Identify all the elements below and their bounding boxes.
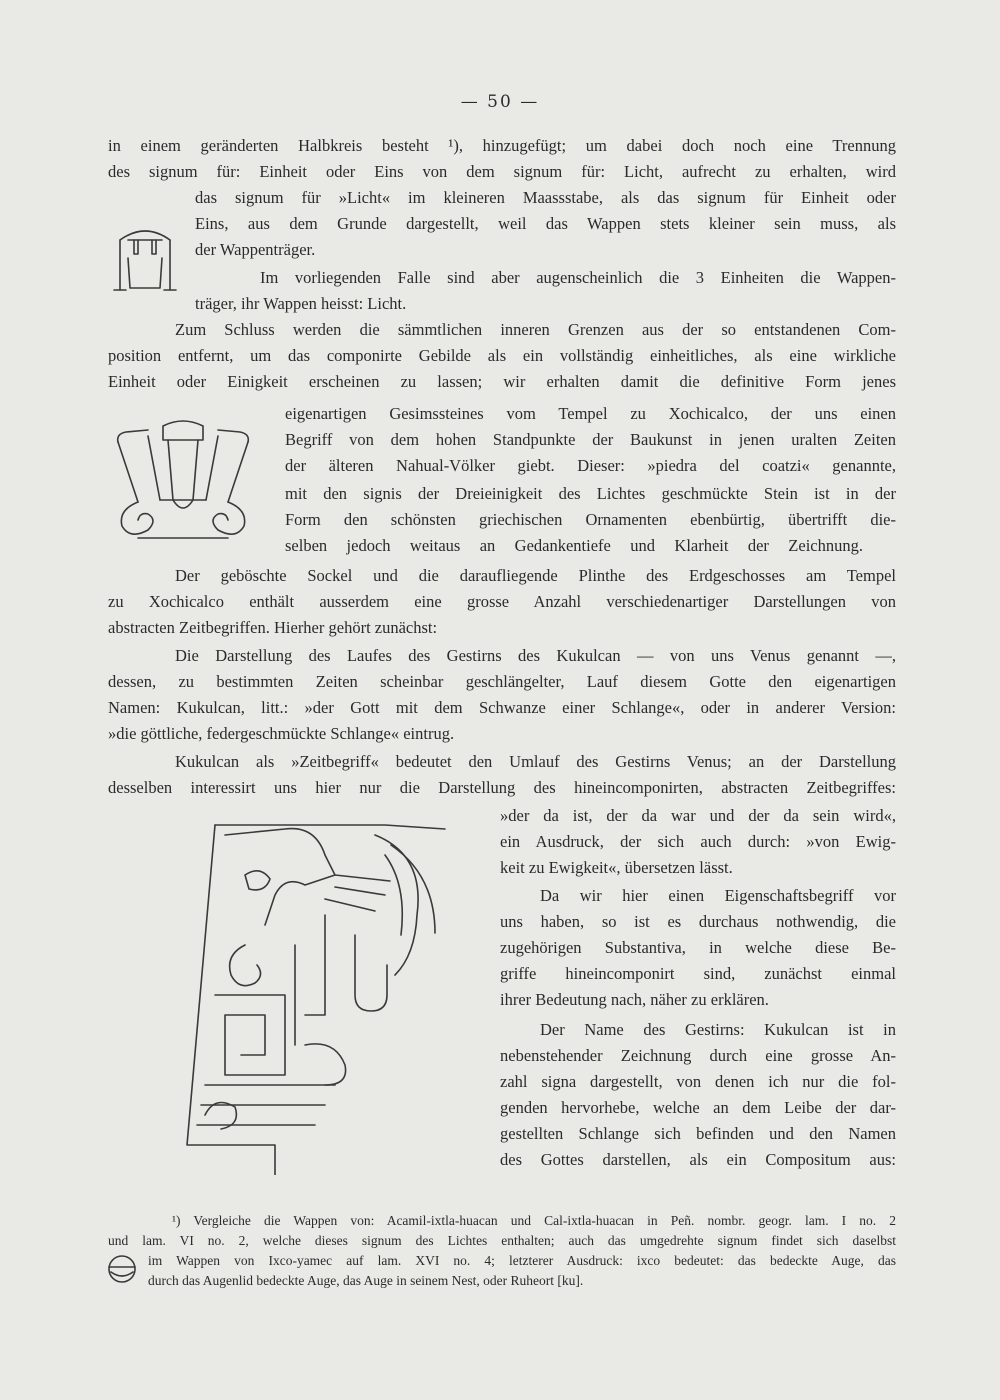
page-number: — 50 — xyxy=(460,92,540,112)
kukulcan-serpent-figure xyxy=(185,815,485,1175)
text-line-25: desselben interessirt uns hier nur die Darstellung des hineincomponirten, abstracten Zeitbegriffes: xyxy=(108,778,896,797)
text-line-17: Der geböschte Sockel und die daraufliegende Plinthe des Erdgeschosses am Tempel xyxy=(175,566,896,585)
text-line-15: Form den schönsten griechischen Ornamenten ebenbürtig, übertrifft die- xyxy=(285,510,896,529)
text-line-35: nebenstehender Zeichnung durch eine grosse An- xyxy=(500,1046,896,1065)
text-line-12: Begriff von dem hohen Standpunkte der Baukunst in jenen uralten Zeiten xyxy=(285,430,896,449)
text-line-6: Im vorliegenden Falle sind aber augenscheinlich die 3 Einheiten die Wappen- xyxy=(260,268,896,287)
text-line-11: eigenartigen Gesimssteines vom Tempel zu Xochicalco, der uns einen xyxy=(285,404,896,423)
footnote-line-3: im Wappen von Ixco-yamec auf lam. XVI no. 4; letzterer Ausdruck: ixco bedeutet: das bedeckte Auge, das xyxy=(148,1253,896,1268)
text-line-14: mit den signis der Dreieinigkeit des Lichtes geschmückte Stein ist in der xyxy=(285,484,896,503)
text-line-24: Kukulcan als »Zeitbegriff« bedeutet den Umlauf des Gestirns Venus; an der Darstellung xyxy=(175,752,896,771)
text-line-9: position entfernt, um das componirte Gebilde als ein vollständig einheitliches, als eine wirkliche xyxy=(108,346,896,365)
text-line-30: uns haben, so ist es durchaus nothwendig, die xyxy=(500,912,896,931)
text-line-34: Der Name des Gestirns: Kukulcan ist in xyxy=(540,1020,896,1039)
footnote-line-1: ¹) Vergleiche die Wappen von: Acamil-ixtla-huacan und Cal-ixtla-huacan in Peñ. nombr. geogr. lam. I no. 2 xyxy=(172,1213,896,1228)
text-line-28: keit zu Ewigkeit«, übersetzen lässt. xyxy=(500,858,733,877)
text-line-16: selben jedoch weitaus an Gedankentiefe und Klarheit der Zeichnung. xyxy=(285,536,863,555)
text-line-4: Eins, aus dem Grunde dargestellt, weil das Wappen stets kleiner sein muss, als xyxy=(195,214,896,233)
text-line-26: »der da ist, der da war und der da sein wird«, xyxy=(500,806,896,825)
text-line-21: dessen, zu bestimmten Zeiten scheinbar geschlängelter, Lauf diesem Gotte den eigenartigen xyxy=(108,672,896,691)
text-line-1: in einem geränderten Halbkreis besteht ¹), hinzugefügt; um dabei doch noch eine Trennung xyxy=(108,136,896,155)
text-line-5: der Wappenträger. xyxy=(195,240,316,259)
text-line-33: ihrer Bedeutung nach, näher zu erklären. xyxy=(500,990,769,1009)
text-line-36: zahl signa dargestellt, von denen ich nur die fol- xyxy=(500,1072,896,1091)
text-line-18: zu Xochicalco enthält ausserdem eine grosse Anzahl verschiedenartiger Darstellungen von xyxy=(108,592,896,611)
text-line-2: des signum für: Einheit oder Eins von dem signum für: Licht, aufrecht zu erhalten, wird xyxy=(108,162,896,181)
text-line-32: griffe hineincomponirt sind, zunächst einmal xyxy=(500,964,896,983)
text-line-20: Die Darstellung des Laufes des Gestirns des Kukulcan — von uns Venus genannt —, xyxy=(175,646,896,665)
light-sign-figure xyxy=(110,218,180,318)
text-line-8: Zum Schluss werden die sämmtlichen inneren Grenzen aus der so entstandenen Com- xyxy=(175,320,896,339)
text-line-38: gestellten Schlange sich befinden und den Namen xyxy=(500,1124,896,1143)
text-line-31: zugehörigen Substantiva, in welche diese Be- xyxy=(500,938,896,957)
eye-sign-icon xyxy=(105,1252,139,1286)
text-line-39: des Gottes darstellen, als ein Compositum aus: xyxy=(500,1150,896,1169)
text-line-23: »die göttliche, federgeschmückte Schlange« eintrug. xyxy=(108,724,455,743)
footnote-line-2: und lam. VI no. 2, welche dieses signum des Lichtes enthalten; auch das umgedrehte signum findet sich daselbst xyxy=(108,1233,896,1248)
text-line-19: abstracten Zeitbegriffen. Hierher gehört zunächst: xyxy=(108,618,438,637)
text-line-10: Einheit oder Einigkeit erscheinen zu lassen; wir erhalten damit die definitive Form jenes xyxy=(108,372,896,391)
text-line-13: der älteren Nahual-Völker giebt. Dieser: »piedra del coatzi« genannte, xyxy=(285,456,896,475)
cornice-stone-figure xyxy=(108,420,258,550)
text-line-7: träger, ihr Wappen heisst: Licht. xyxy=(195,294,407,313)
text-line-27: ein Ausdruck, der sich auch durch: »von Ewig- xyxy=(500,832,896,851)
text-line-22: Namen: Kukulcan, litt.: »der Gott mit dem Schwanze einer Schlange«, oder in anderer Version: xyxy=(108,698,896,717)
footnote-line-4: durch das Augenlid bedeckte Auge, das Auge in seinem Nest, oder Ruheort [ku]. xyxy=(148,1273,584,1288)
text-line-37: genden hervorhebe, welche an dem Leibe der dar- xyxy=(500,1098,896,1117)
text-line-3: das signum für »Licht« im kleineren Maassstabe, als das signum für Einheit oder xyxy=(195,188,896,207)
text-line-29: Da wir hier einen Eigenschaftsbegriff vor xyxy=(540,886,896,905)
